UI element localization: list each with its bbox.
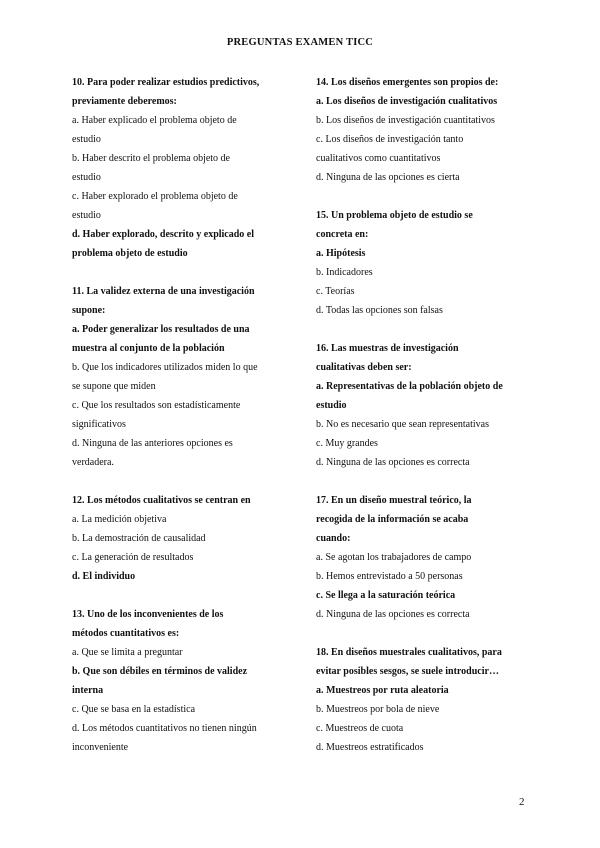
answer-option-line: a. Muestreos por ruta aleatoria <box>316 685 449 696</box>
answer-option-correct <box>316 244 534 263</box>
answer-option <box>72 434 290 472</box>
answer-option-line: b. Hemos entrevistado a 50 personas <box>316 571 463 582</box>
question-text-line: 16. Las muestras de investigación <box>316 343 459 354</box>
question-text-line: 13. Uno de los inconvenientes de los <box>72 609 224 620</box>
question-text-line: 14. Los diseños emergentes son propios de: <box>316 77 499 88</box>
answer-option-line: c. Los diseños de investigación tanto <box>316 134 464 145</box>
answer-option <box>72 548 290 567</box>
answer-option <box>316 130 534 168</box>
answer-option <box>316 434 534 453</box>
question-text <box>316 73 534 92</box>
answer-option <box>72 358 290 396</box>
answer-option-line: b. Muestreos por bola de nieve <box>316 704 440 715</box>
question-text-line: métodos cuantitativos es: <box>72 628 180 639</box>
answer-option-line: d. El individuo <box>72 571 136 582</box>
question-text-line: supone: <box>72 305 106 316</box>
answer-option <box>316 719 534 738</box>
answer-option-line: d. Haber explorado, descrito y explicado el <box>72 229 255 240</box>
answer-option-line: b. Indicadores <box>316 267 373 278</box>
answer-option-line: b. La demostración de causalidad <box>72 533 206 544</box>
answer-option-line: a. Poder generalizar los resultados de una <box>72 324 250 335</box>
answer-option-line: b. Los diseños de investigación cuantitativos <box>316 115 495 126</box>
answer-option-line: significativos <box>72 419 126 430</box>
page-number: 2 <box>519 796 525 808</box>
question-text-line: 15. Un problema objeto de estudio se <box>316 210 473 221</box>
answer-option-correct <box>72 662 290 700</box>
answer-option-line: a. Haber explicado el problema objeto de <box>72 115 237 126</box>
answer-option-line: c. Se llega a la saturación teórica <box>316 590 456 601</box>
question-text <box>316 491 534 548</box>
question-block <box>72 605 290 757</box>
answer-option <box>72 529 290 548</box>
left-column <box>72 73 290 776</box>
answer-option-line: c. Que se basa en la estadística <box>72 704 196 715</box>
answer-option-line: a. Hipótesis <box>316 248 366 259</box>
question-block <box>72 491 290 586</box>
question-text <box>72 282 290 320</box>
answer-option <box>316 415 534 434</box>
answer-option <box>72 719 290 757</box>
answer-option <box>316 605 534 624</box>
answer-option <box>72 643 290 662</box>
answer-option-line: c. Haber explorado el problema objeto de <box>72 191 238 202</box>
answer-option-line: b. No es necesario que sean representativas <box>316 419 489 430</box>
question-text <box>316 339 534 377</box>
question-text-line: 12. Los métodos cualitativos se centran en <box>72 495 251 506</box>
answer-option <box>72 700 290 719</box>
answer-option-line: inconveniente <box>72 742 129 753</box>
answer-option-line: c. Que los resultados son estadísticamente <box>72 400 241 411</box>
answer-option-correct <box>72 320 290 358</box>
answer-option-line: b. Que los indicadores utilizados miden lo que <box>72 362 258 373</box>
question-text-line: concreta en: <box>316 229 369 240</box>
answer-option-correct <box>316 586 534 605</box>
question-block <box>72 282 290 472</box>
answer-option-line: interna <box>72 685 104 696</box>
answer-option <box>72 149 290 187</box>
question-block <box>316 206 534 320</box>
question-text <box>72 73 290 111</box>
answer-option-correct <box>316 92 534 111</box>
answer-option-line: d. Ninguna de las opciones es correcta <box>316 457 470 468</box>
answer-option <box>72 396 290 434</box>
answer-option-line: a. Que se limita a preguntar <box>72 647 183 658</box>
answer-option-line: estudio <box>72 172 101 183</box>
answer-option <box>72 111 290 149</box>
answer-option <box>316 453 534 472</box>
answer-option-line: a. Representativas de la población objeto de <box>316 381 503 392</box>
right-column <box>316 73 534 776</box>
question-text-line: 18. En diseños muestrales cualitativos, para <box>316 647 502 658</box>
answer-option-line: d. Los métodos cuantitativos no tienen ningún <box>72 723 257 734</box>
answer-option-line: estudio <box>72 134 101 145</box>
question-text <box>72 491 290 510</box>
answer-option-line: c. Muestreos de cuota <box>316 723 404 734</box>
question-text-line: cualitativas deben ser: <box>316 362 412 373</box>
question-text <box>316 643 534 681</box>
page-title: PREGUNTAS EXAMEN TICC <box>226 37 374 48</box>
question-block <box>72 73 290 263</box>
answer-option-line: cualitativos como cuantitativos <box>316 153 441 164</box>
answer-option <box>316 301 534 320</box>
question-block <box>316 643 534 757</box>
answer-option-line: verdadera. <box>72 457 114 468</box>
answer-option-correct <box>72 225 290 263</box>
answer-option-line: c. Teorías <box>316 286 355 297</box>
question-text-line: 17. En un diseño muestral teórico, la <box>316 495 472 506</box>
answer-option-line: se supone que miden <box>72 381 156 392</box>
question-block <box>316 491 534 624</box>
answer-option-line: c. La generación de resultados <box>72 552 194 563</box>
question-text-line: recogida de la información se acaba <box>316 514 469 525</box>
answer-option-line: problema objeto de estudio <box>72 248 188 259</box>
question-text-line: 10. Para poder realizar estudios predictivos, <box>72 77 260 88</box>
answer-option <box>72 187 290 225</box>
answer-option-line: c. Muy grandes <box>316 438 378 449</box>
answer-option <box>316 111 534 130</box>
answer-option-line: b. Que son débiles en términos de validez <box>72 666 248 677</box>
answer-option <box>316 282 534 301</box>
question-text-line: cuando: <box>316 533 351 544</box>
answer-option-line: a. Se agotan los trabajadores de campo <box>316 552 472 563</box>
question-block <box>316 339 534 472</box>
answer-option <box>316 548 534 567</box>
question-text-line: previamente deberemos: <box>72 96 177 107</box>
answer-option-line: a. La medición objetiva <box>72 514 167 525</box>
question-text-line: evitar posibles sesgos, se suele introducir… <box>316 666 499 677</box>
question-text <box>316 206 534 244</box>
question-block <box>316 73 534 187</box>
answer-option <box>316 700 534 719</box>
answer-option <box>72 510 290 529</box>
answer-option-line: b. Haber descrito el problema objeto de <box>72 153 230 164</box>
answer-option-correct <box>72 567 290 586</box>
question-text-line: 11. La validez externa de una investigación <box>72 286 255 297</box>
answer-option-line: estudio <box>316 400 347 411</box>
answer-option-correct <box>316 377 534 415</box>
answer-option-line: d. Muestreos estratificados <box>316 742 424 753</box>
answer-option <box>316 738 534 757</box>
answer-option-line: d. Ninguna de las anteriores opciones es <box>72 438 233 449</box>
question-text <box>72 605 290 643</box>
answer-option-correct <box>316 681 534 700</box>
answer-option <box>316 567 534 586</box>
answer-option-line: a. Los diseños de investigación cualitativos <box>316 96 498 107</box>
answer-option <box>316 168 534 187</box>
answer-option <box>316 263 534 282</box>
answer-option-line: estudio <box>72 210 101 221</box>
answer-option-line: d. Todas las opciones son falsas <box>316 305 443 316</box>
answer-option-line: d. Ninguna de las opciones es correcta <box>316 609 470 620</box>
answer-option-line: d. Ninguna de las opciones es cierta <box>316 172 460 183</box>
answer-option-line: muestra al conjunto de la población <box>72 343 225 354</box>
